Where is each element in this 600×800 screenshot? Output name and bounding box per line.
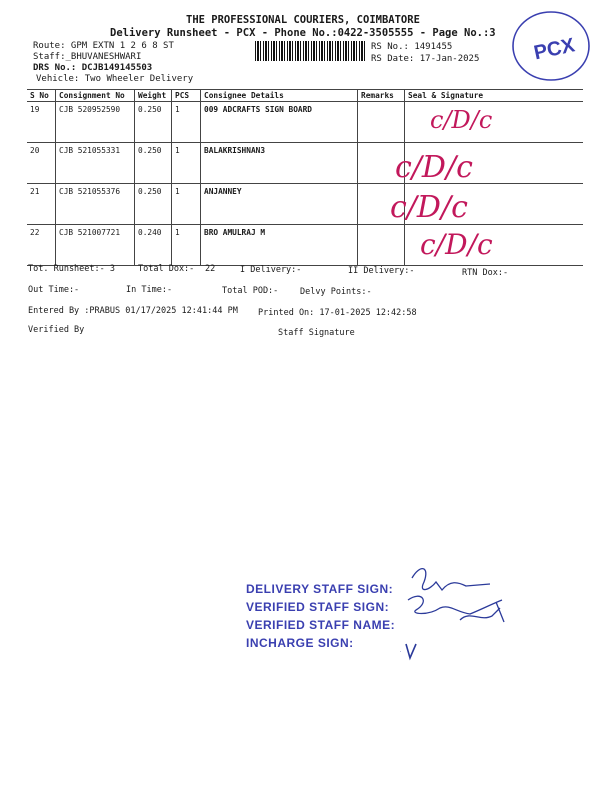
- cell-pcs: 1: [172, 102, 201, 143]
- company-title: THE PROFESSIONAL COURIERS, COIMBATORE: [186, 14, 420, 26]
- cell-consignment: CJB 521055331: [56, 143, 135, 184]
- cell-sno: 22: [27, 225, 56, 266]
- cell-remarks: [358, 102, 405, 143]
- cell-consignee: BRO AMULRAJ M: [201, 225, 358, 266]
- rtn-dox: RTN Dox:-: [462, 268, 509, 278]
- cell-pcs: 1: [172, 225, 201, 266]
- handwritten-signatures: [400, 560, 530, 670]
- table-header-row: [27, 90, 583, 102]
- table-row: [27, 184, 583, 225]
- rs-date: RS Date: 17-Jan-2025: [371, 54, 480, 64]
- cell-pcs: 1: [172, 184, 201, 225]
- cell-weight: 0.250: [135, 184, 172, 225]
- in-time: In Time:-: [126, 285, 173, 295]
- svg-text:PCX: PCX: [531, 34, 577, 65]
- delvy-points: Delvy Points:-: [300, 287, 372, 297]
- total-pod: Total POD:-: [222, 286, 279, 296]
- col-consignee: Consignee Details: [201, 90, 358, 102]
- total-dox-label: Total Dox:-: [138, 264, 195, 274]
- cell-weight: 0.250: [135, 102, 172, 143]
- route-label: Route: GPM EXTN 1 2 6 8 ST: [33, 41, 174, 51]
- col-remarks: Remarks: [358, 90, 405, 102]
- consignment-table: [27, 89, 583, 266]
- stamp-incharge-sign: INCHARGE SIGN:: [246, 636, 354, 650]
- cell-consignment: CJB 521007721: [56, 225, 135, 266]
- pcx-stamp: [508, 8, 594, 84]
- cell-remarks: [358, 225, 405, 266]
- cell-sno: 21: [27, 184, 56, 225]
- stamp-delivery-staff-sign: DELIVERY STAFF SIGN:: [246, 582, 394, 596]
- seal-signature-4: c/D/c: [420, 228, 493, 261]
- col-sno: S No: [27, 90, 56, 102]
- vehicle-label: Vehicle: Two Wheeler Delivery: [36, 74, 194, 84]
- seal-signature-3: c/D/c: [390, 190, 468, 225]
- cell-weight: 0.240: [135, 225, 172, 266]
- ii-delivery: II Delivery:-: [348, 266, 415, 276]
- cell-consignment: CJB 520952590: [56, 102, 135, 143]
- cell-consignee: BALAKRISHNAN3: [201, 143, 358, 184]
- runsheet-subtitle: Delivery Runsheet - PCX - Phone No.:0422-3505555 - Page No.:3: [110, 27, 496, 39]
- stamp-verified-staff-sign: VERIFIED STAFF SIGN:: [246, 600, 390, 614]
- out-time: Out Time:-: [28, 285, 80, 295]
- i-delivery: I Delivery:-: [240, 265, 302, 275]
- drs-label: DRS No.: DCJB149145503: [33, 63, 153, 73]
- col-weight: Weight: [135, 90, 172, 102]
- col-consignment: Consignment No: [56, 90, 135, 102]
- total-dox-value: 22: [205, 264, 216, 274]
- cell-consignment: CJB 521055376: [56, 184, 135, 225]
- seal-signature-1: c/D/c: [430, 106, 493, 134]
- staff-label: Staff:_BHUVANESHWARI: [33, 52, 142, 62]
- table-row: [27, 102, 583, 143]
- staff-signature-label: Staff Signature: [278, 328, 355, 338]
- col-seal: Seal & Signature: [405, 90, 584, 102]
- tot-runsheet: Tot. Runsheet:- 3: [28, 264, 115, 274]
- col-pcs: PCS: [172, 90, 201, 102]
- seal-signature-2: c/D/c: [395, 150, 473, 185]
- cell-consignee: 009 ADCRAFTS SIGN BOARD: [201, 102, 358, 143]
- cell-sno: 20: [27, 143, 56, 184]
- printed-on: Printed On: 17-01-2025 12:42:58: [258, 308, 417, 318]
- cell-weight: 0.250: [135, 143, 172, 184]
- table-row: [27, 143, 583, 184]
- entered-by: Entered By :PRABUS 01/17/2025 12:41:44 PM: [28, 306, 238, 316]
- cell-consignee: ANJANNEY: [201, 184, 358, 225]
- barcode-image: [255, 41, 365, 61]
- cell-pcs: 1: [172, 143, 201, 184]
- stamp-verified-staff-name: VERIFIED STAFF NAME:: [246, 618, 396, 632]
- cell-sno: 19: [27, 102, 56, 143]
- rs-no: RS No.: 1491455: [371, 42, 453, 52]
- verified-by: Verified By: [28, 325, 85, 335]
- table-row: [27, 225, 583, 266]
